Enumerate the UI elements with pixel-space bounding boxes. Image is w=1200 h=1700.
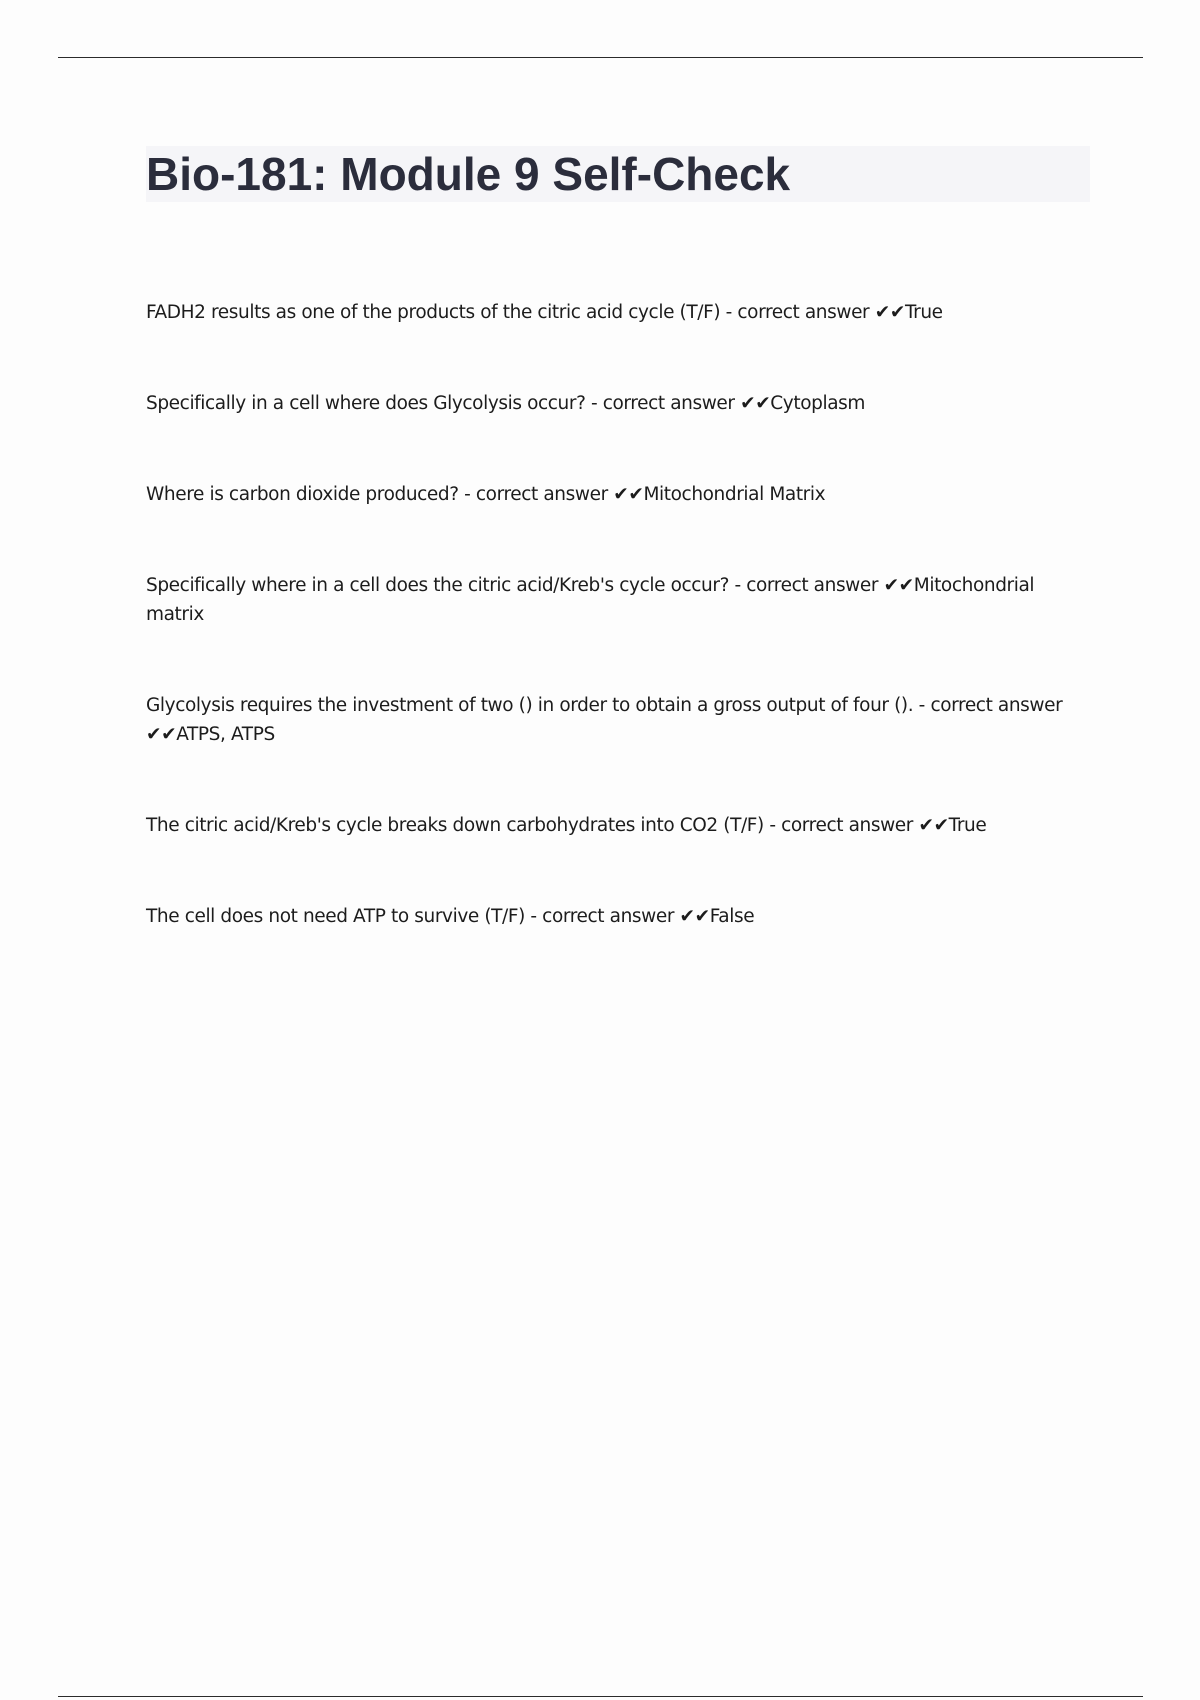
qa-list: [146, 298, 1090, 931]
qa-item: Glycolysis requires the investment of two () in order to obtain a gross output of four (). - correct answer ✔✔ATPS, ATPS: [146, 695, 1063, 745]
qa-item: The cell does not need ATP to survive (T/F) - correct answer ✔✔False: [146, 906, 755, 927]
bottom-rule: [58, 1696, 1143, 1697]
top-rule: [58, 57, 1143, 58]
title-banner: [146, 146, 1090, 202]
qa-item: Specifically where in a cell does the citric acid/Kreb's cycle occur? - correct answer ✔✔Mitochondrial matrix: [146, 575, 1035, 625]
qa-item: FADH2 results as one of the products of the citric acid cycle (T/F) - correct answer ✔✔True: [146, 302, 943, 323]
qa-item: Specifically in a cell where does Glycolysis occur? - correct answer ✔✔Cytoplasm: [146, 393, 866, 414]
document-body: [146, 146, 1090, 993]
qa-item: The citric acid/Kreb's cycle breaks down carbohydrates into CO2 (T/F) - correct answer ✔✔True: [146, 815, 987, 836]
page-title: Bio-181: Module 9 Self-Check: [146, 148, 791, 200]
qa-item: Where is carbon dioxide produced? - correct answer ✔✔Mitochondrial Matrix: [146, 484, 826, 505]
